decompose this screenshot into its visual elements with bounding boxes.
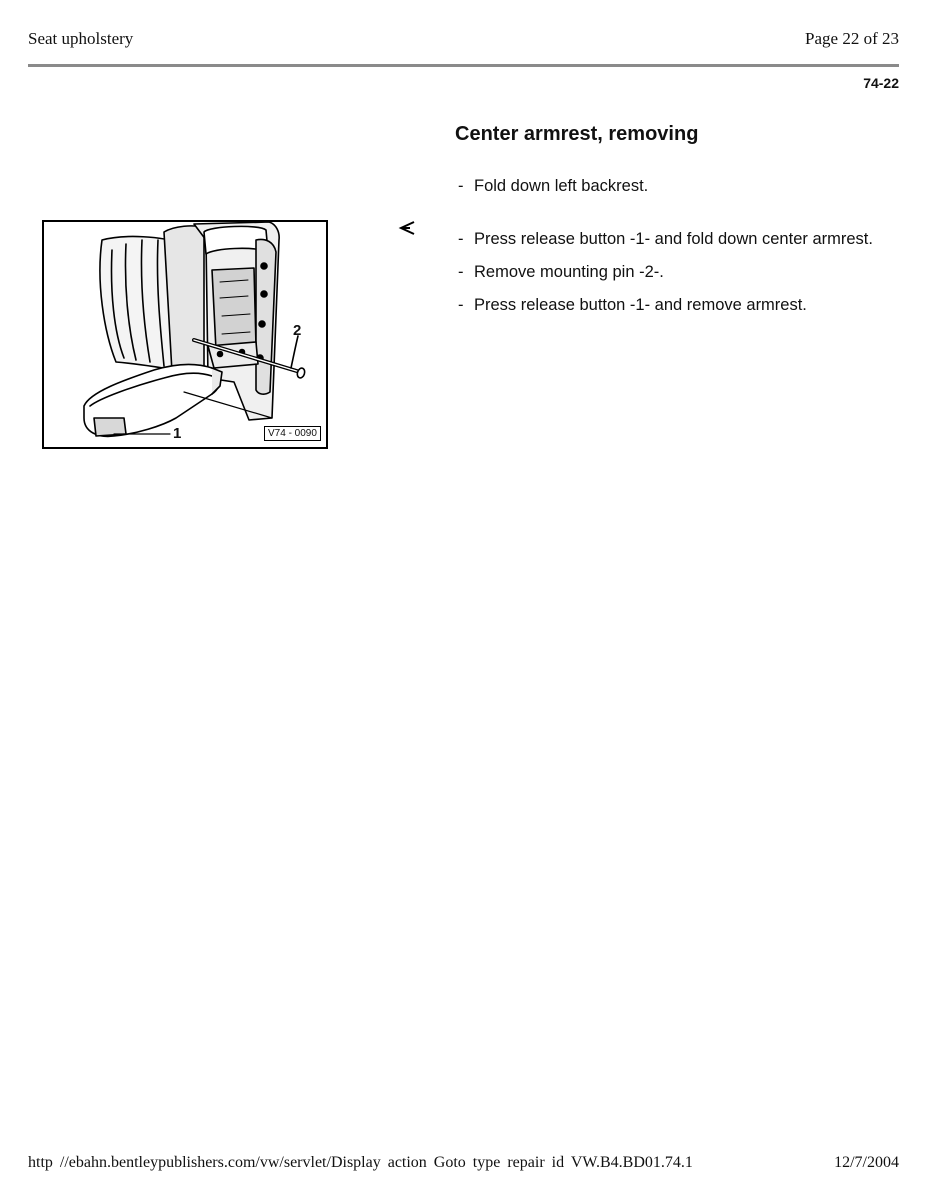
step-text: Remove mounting pin -2-. xyxy=(474,263,664,281)
step-item xyxy=(458,176,878,197)
figure-id-label: V74 - 0090 xyxy=(268,428,317,439)
step-text: Press release button -1- and fold down center armrest. xyxy=(474,230,873,248)
step-text: Fold down left backrest. xyxy=(474,177,649,195)
step-bullet: - xyxy=(458,296,464,314)
step-item xyxy=(458,262,878,283)
step-item xyxy=(458,229,878,250)
page-header-title: Seat upholstery xyxy=(28,29,134,48)
callout-2-label: 2 xyxy=(293,322,302,339)
section-heading: Center armrest, removing xyxy=(455,123,699,145)
section-number: 74-22 xyxy=(863,75,899,91)
armrest-illustration xyxy=(42,220,328,449)
arrow-pointer-icon xyxy=(398,219,416,237)
figure-id-box xyxy=(264,426,321,441)
page-number: Page 22 of 23 xyxy=(805,29,899,48)
step-bullet: - xyxy=(458,263,464,281)
step-text: Press release button -1- and remove armrest. xyxy=(474,296,807,314)
step-bullet: - xyxy=(458,230,464,248)
header-divider xyxy=(28,64,899,67)
callout-1-label: 1 xyxy=(173,425,182,442)
footer-url[interactable]: http //ebahn.bentleypublishers.com/vw/servlet/Display action Goto type repair id VW.B4.BD01.74.1 xyxy=(28,1154,693,1171)
step-item xyxy=(458,295,878,316)
step-bullet: - xyxy=(458,177,464,195)
procedure-steps xyxy=(458,176,878,316)
footer-date: 12/7/2004 xyxy=(834,1154,899,1171)
